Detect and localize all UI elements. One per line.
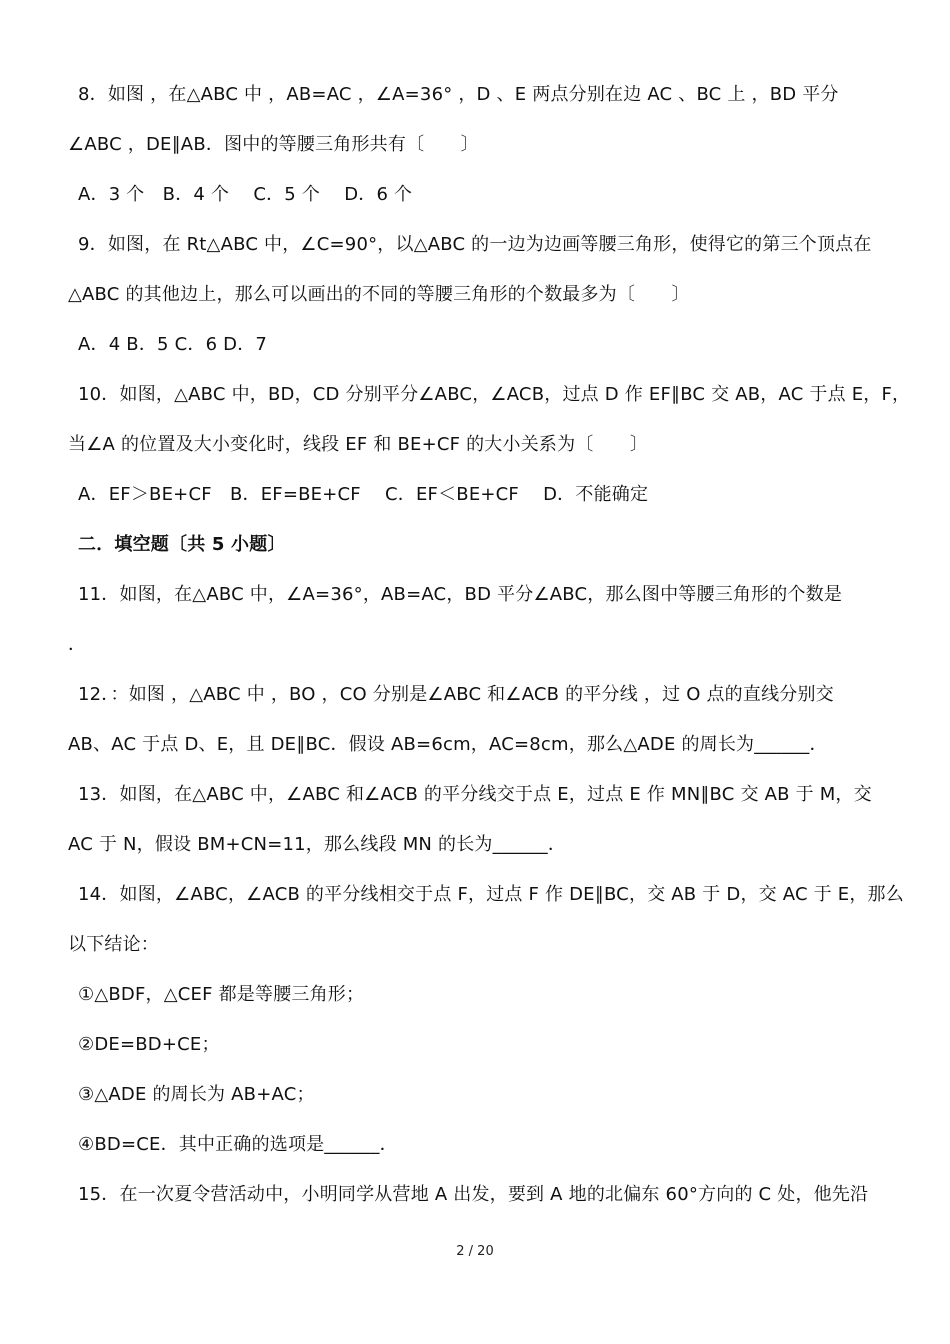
q13-line-2: AC 于 N，假设 BM+CN=11，那么线段 MN 的长为______． <box>68 834 567 855</box>
q8-line-1: 8．如图 ，在△ABC 中 ，AB=AC ，∠A=36° ，D 、E 两点分别在边 AC 、BC 上 ，BD 平分 <box>78 84 839 105</box>
page-number: 2 / 20 <box>456 1244 494 1259</box>
q14-line-2: 以下结论： <box>68 934 159 955</box>
q14-conclusion-2: ②DE=BD+CE； <box>78 1034 220 1055</box>
q11-line-1: 11．如图，在△ABC 中，∠A=36°，AB=AC，BD 平分∠ABC，那么图中等腰三角形的个数是 <box>78 584 843 605</box>
q12-line-1: 12．：如图 ，△ABC 中 ，BO ，CO 分别是∠ABC 和∠ACB 的平分线 ，过 O 点的直线分别交 <box>78 684 834 705</box>
q14-line-1: 14．如图，∠ABC，∠ACB 的平分线相交于点 F，过点 F 作 DE∥BC，交 AB 于 D，交 AC 于 E，那么 <box>78 884 904 905</box>
q10-line-1: 10．如图，△ABC 中，BD，CD 分别平分∠ABC，∠ACB，过点 D 作 EF∥BC 交 AB，AC 于点 E，F， <box>78 384 911 405</box>
q8-options: A．3 个 B．4 个 C．5 个 D．6 个 <box>78 184 413 205</box>
section-heading-fill-in: 二．填空题〔共 5 小题〕 <box>78 534 286 555</box>
q9-line-1: 9．如图，在 Rt△ABC 中，∠C=90°，以△ABC 的一边为边画等腰三角形，使得它的第三个顶点在 <box>78 234 872 255</box>
q8-line-2: ∠ABC ，DE∥AB．图中的等腰三角形共有〔 〕 <box>68 134 479 155</box>
q11-line-2: ． <box>68 634 87 655</box>
q15-line-1: 15．在一次夏令营活动中，小明同学从营地 A 出发，要到 A 地的北偏东 60°方向的 C 处，他先沿 <box>78 1184 869 1205</box>
q14-conclusion-3: ③△ADE 的周长为 AB+AC； <box>78 1084 315 1105</box>
q9-options: A．4 B．5 C．6 D．7 <box>78 334 268 355</box>
document-page <box>68 70 911 1220</box>
q12-line-2: AB、AC 于点 D、E，且 DE∥BC．假设 AB=6cm，AC=8cm，那么△ADE 的周长为______． <box>68 734 828 755</box>
q14-conclusion-1: ①△BDF，△CEF 都是等腰三角形； <box>78 984 365 1005</box>
q9-line-2: △ABC 的其他边上，那么可以画出的不同的等腰三角形的个数最多为〔 〕 <box>68 284 690 305</box>
q10-line-2: 当∠A 的位置及大小变化时，线段 EF 和 BE+CF 的大小关系为〔 〕 <box>68 434 649 455</box>
q14-conclusion-4: ④BD=CE．其中正确的选项是______． <box>78 1134 398 1155</box>
q13-line-1: 13．如图，在△ABC 中，∠ABC 和∠ACB 的平分线交于点 E，过点 E 作 MN∥BC 交 AB 于 M，交 <box>78 784 872 805</box>
q10-options: A．EF＞BE+CF B．EF=BE+CF C．EF＜BE+CF D．不能确定 <box>78 484 649 505</box>
